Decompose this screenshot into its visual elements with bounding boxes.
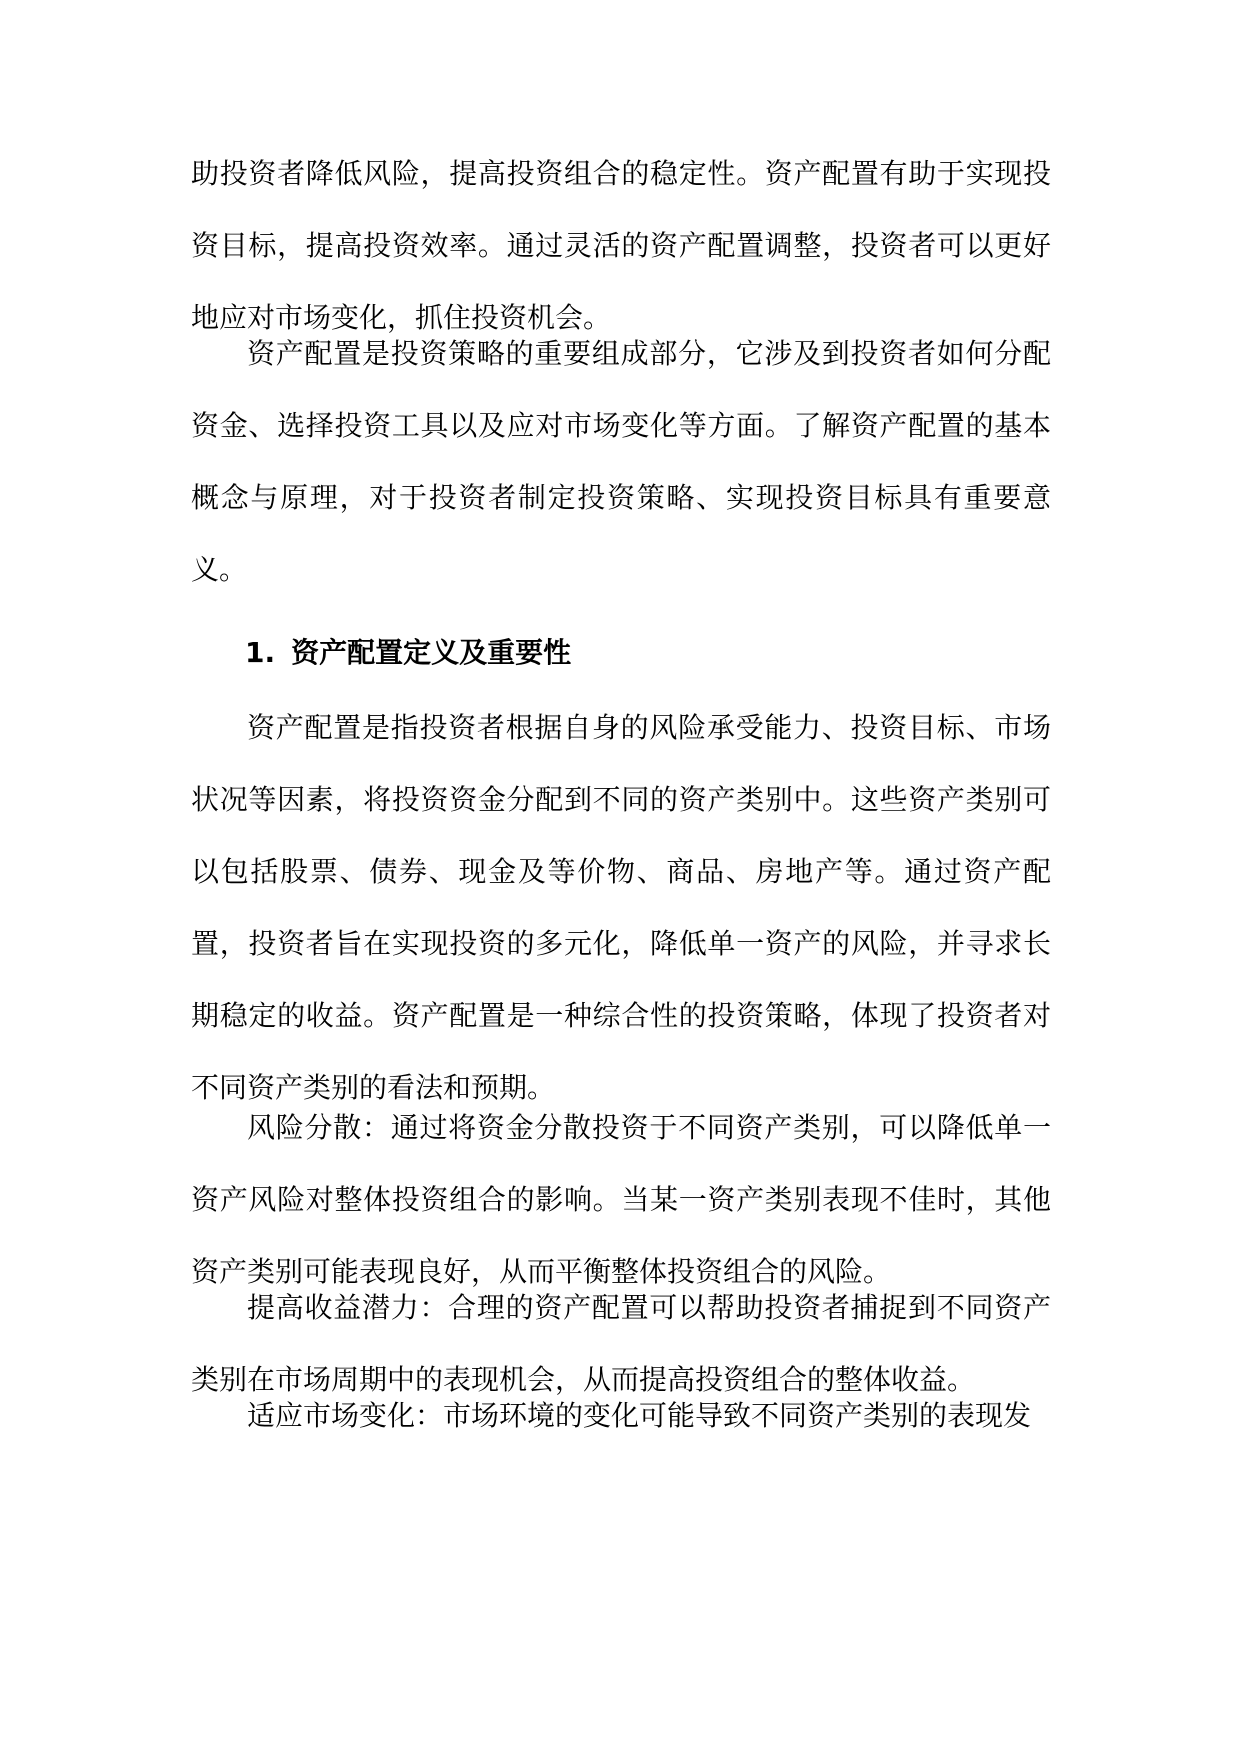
section-number: 1. [245,636,276,669]
section-title: 资产配置定义及重要性 [291,636,572,669]
section-heading [245,631,571,675]
paragraph-continuation: 助投资者降低风险，提高投资组合的稳定性。资产配置有助于实现投资目标，提高投资效率。通过灵活的资产配置调整，投资者可以更好地应对市场变化，抓住投资机会。 [191,157,1051,334]
paragraph-definition: 资产配置是指投资者根据自身的风险承受能力、投资目标、市场状况等因素，将投资资金分配到不同的资产类别中。这些资产类别可以包括股票、债券、现金及等价物、商品、房地产等。通过资产配置，投资者旨在实现投资的多元化，降低单一资产的风险，并寻求长期稳定的收益。资产配置是一种综合性的投资策略，体现了投资者对不同资产类别的看法和预期。 [191,711,1051,1104]
paragraph-return-potential: 提高收益潜力：合理的资产配置可以帮助投资者捕捉到不同资产类别在市场周期中的表现机会，从而提高投资组合的整体收益。 [191,1291,1051,1396]
paragraph-risk-diversification: 风险分散：通过将资金分散投资于不同资产类别，可以降低单一资产风险对整体投资组合的影响。当某一资产类别表现不佳时，其他资产类别可能表现良好，从而平衡整体投资组合的风险。 [191,1111,1051,1288]
paragraph-market-adaptation: 适应市场变化：市场环境的变化可能导致不同资产类别的表现发 [247,1399,1032,1432]
paragraph-asset-allocation-overview: 资产配置是投资策略的重要组成部分，它涉及到投资者如何分配资金、选择投资工具以及应对市场变化等方面。了解资产配置的基本概念与原理，对于投资者制定投资策略、实现投资目标具有重要意义。 [191,337,1051,586]
